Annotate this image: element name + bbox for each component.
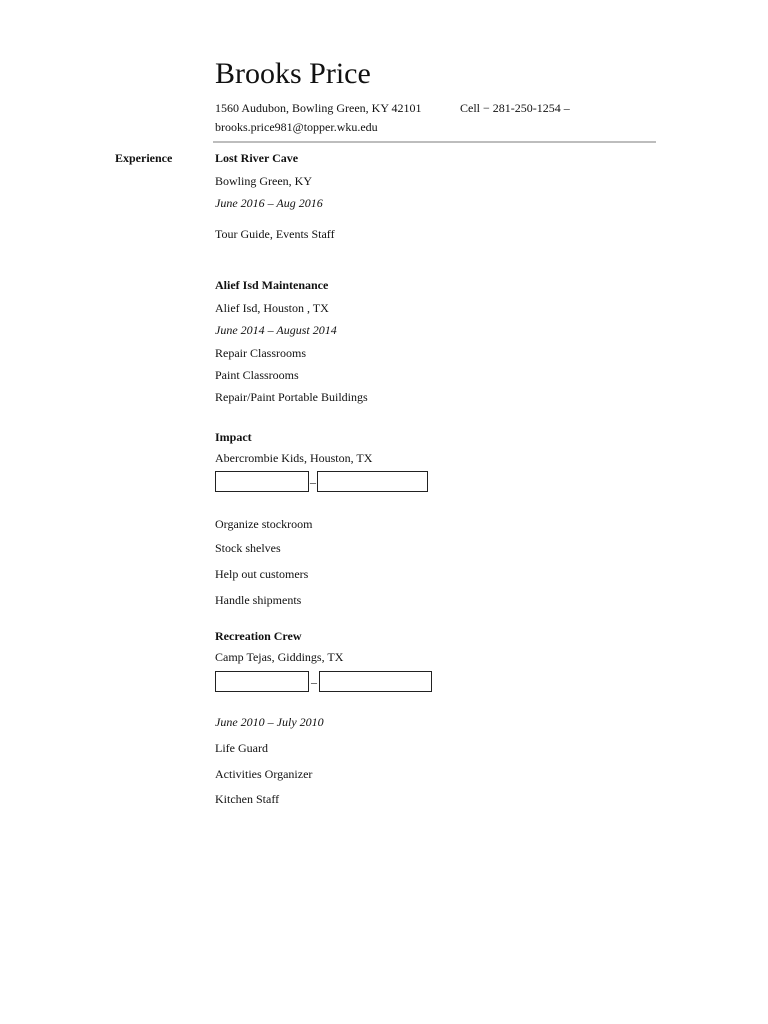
job-duty: Handle shipments	[215, 593, 302, 607]
job-duty: Stock shelves	[215, 541, 281, 555]
job-title: Recreation Crew	[215, 629, 302, 643]
job-location: Alief Isd, Houston , TX	[215, 301, 329, 315]
job-duty: Help out customers	[215, 567, 309, 581]
date-range-separator: –	[310, 475, 316, 489]
job-location: Bowling Green, KY	[215, 174, 312, 188]
address: 1560 Audubon, Bowling Green, KY 42101	[215, 101, 422, 115]
job-duty: Repair Classrooms	[215, 346, 306, 360]
job-duty: Kitchen Staff	[215, 792, 280, 806]
date-range-separator: –	[311, 675, 317, 689]
candidate-name: Brooks Price	[215, 57, 371, 90]
end-date-field[interactable]	[317, 471, 428, 492]
job-duty: Activities Organizer	[215, 767, 313, 781]
end-date-field[interactable]	[319, 671, 432, 692]
job-title: Alief Isd Maintenance	[215, 278, 329, 292]
job-duty: Life Guard	[215, 741, 268, 755]
start-date-field[interactable]	[215, 671, 309, 692]
job-dates: June 2010 – July 2010	[215, 715, 324, 729]
job-location: Camp Tejas, Giddings, TX	[215, 650, 344, 664]
start-date-field[interactable]	[215, 471, 309, 492]
job-duty: Paint Classrooms	[215, 368, 299, 382]
job-dates: June 2016 – Aug 2016	[215, 196, 323, 210]
header-divider	[213, 141, 656, 143]
cell-phone: Cell − 281-250-1254 –	[460, 101, 570, 115]
job-dates: June 2014 – August 2014	[215, 323, 337, 337]
section-label-experience: Experience	[115, 151, 173, 165]
email: brooks.price981@topper.wku.edu	[215, 120, 378, 134]
job-duty: Tour Guide, Events Staff	[215, 227, 335, 241]
job-location: Abercrombie Kids, Houston, TX	[215, 451, 373, 465]
job-title: Impact	[215, 430, 252, 444]
job-duty: Repair/Paint Portable Buildings	[215, 390, 368, 404]
job-duty: Organize stockroom	[215, 517, 313, 531]
job-title: Lost River Cave	[215, 151, 299, 165]
